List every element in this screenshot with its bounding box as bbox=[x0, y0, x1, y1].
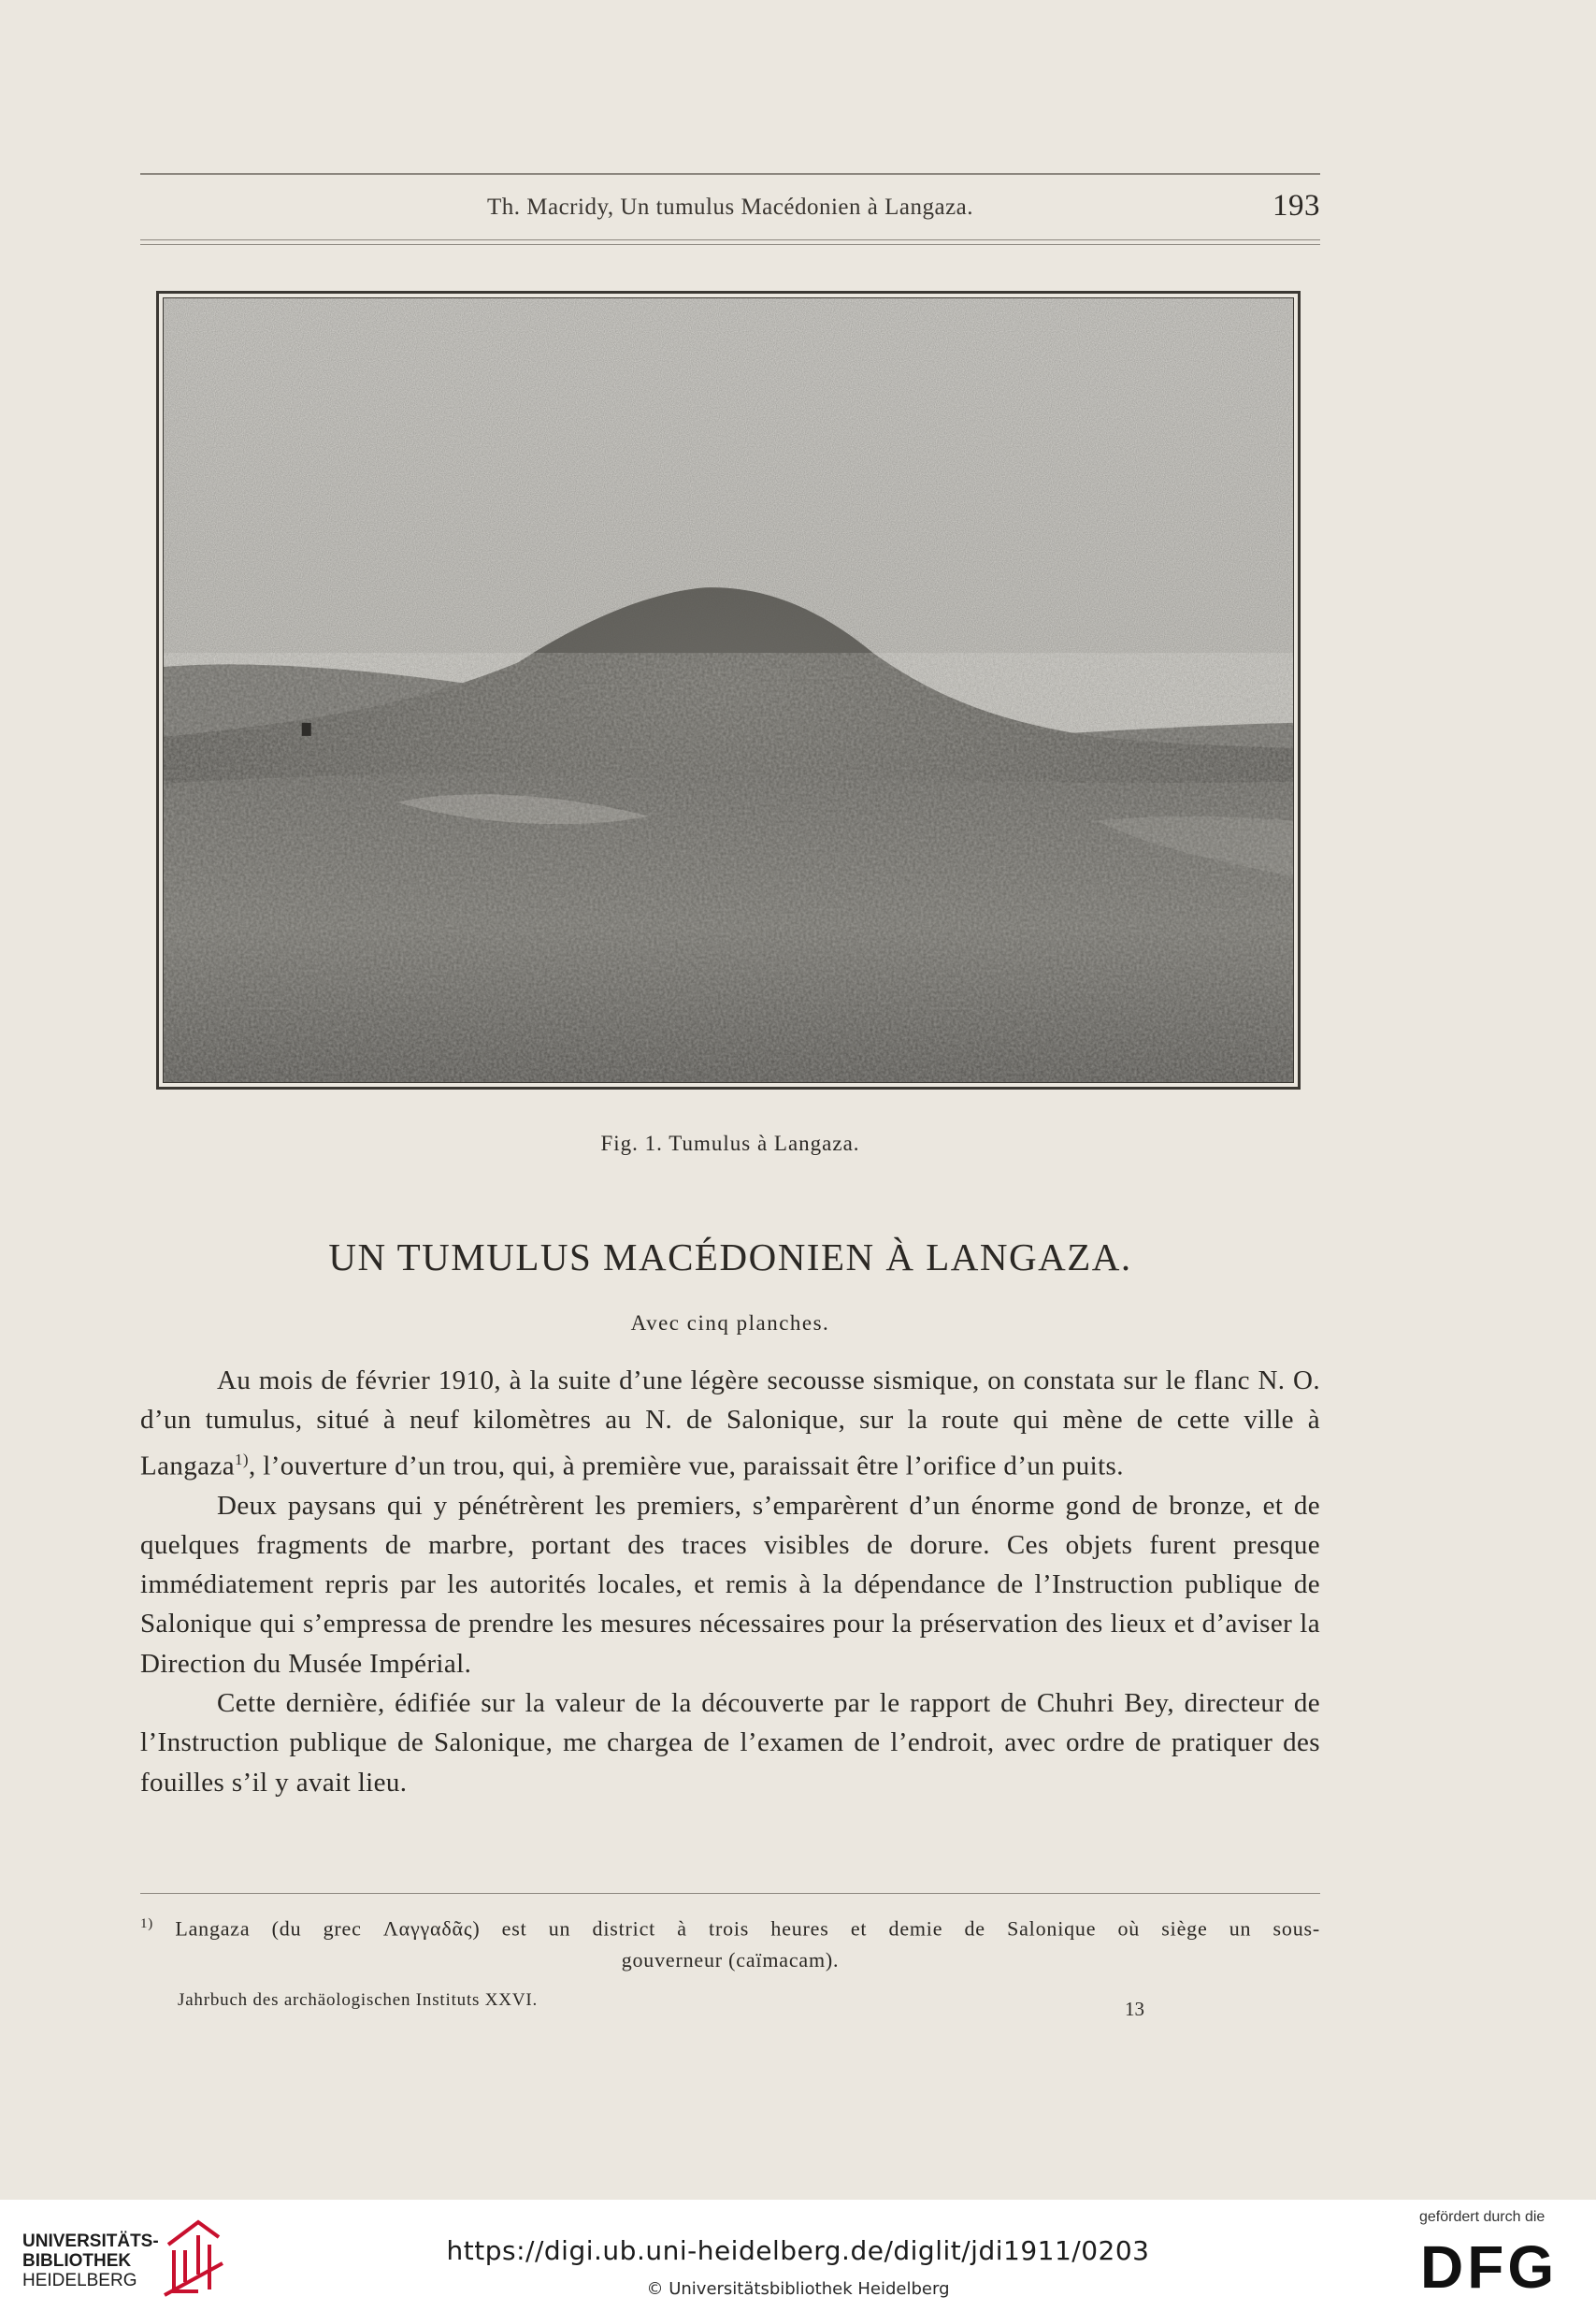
paragraph-3: Cette dernière, édifiée sur la valeur de la découverte par le rapport de Chuhri Bey, directeur de l’Instruction publique de Salonique, me chargea de l’examen de l’endroit, avec ordre de pratiquer des fouilles s’il y avait lieu. bbox=[140, 1688, 1320, 1798]
footnote-line-1 bbox=[140, 1908, 1320, 1944]
dfg-logo-text: DFG bbox=[1420, 2233, 1559, 2293]
paragraph-2: Deux paysans qui y pénétrèrent les premiers, s’emparèrent d’un énorme gond de bronze, et de quelques fragments de marbre, portant des traces visibles de dorure. Ces objets furent presque immédiatement repris par les autorités locales, et remis à la dépendance de l’Instruction publique de Salonique qui s’empressa de prendre les mesures nécessaires pour la préservation des lieux et d’aviser la Direction du Musée Impérial. bbox=[140, 1490, 1320, 1679]
footnote-rule bbox=[140, 1893, 1320, 1894]
library-name-line-1: UNIVERSITÄTS- bbox=[22, 2232, 159, 2251]
paragraph-1-text-b: , l’ouverture d’un trou, qui, à première vue, paraissait être l’orifice d’un puits. bbox=[248, 1451, 1124, 1481]
figure-caption: Fig. 1. Tumulus à Langaza. bbox=[600, 1132, 860, 1155]
header-rule-lower bbox=[140, 244, 1320, 245]
viewer-footer bbox=[0, 2200, 1596, 2311]
footnote-marker: 1) bbox=[140, 1916, 154, 1931]
library-name-line-3: HEIDELBERG bbox=[22, 2271, 137, 2290]
dfg-logo-icon bbox=[1420, 2233, 1572, 2293]
page-number: 193 bbox=[1272, 189, 1320, 223]
footnote bbox=[140, 1908, 1320, 1976]
permalink-url[interactable]: https://digi.ub.uni-heidelberg.de/diglit/jdi1911/0203 bbox=[446, 2235, 1150, 2266]
article-body bbox=[140, 1361, 1320, 1802]
journal-signature: Jahrbuch des archäologischen Instituts XXVI. bbox=[178, 1990, 539, 2010]
footnote-reference: 1) bbox=[235, 1450, 249, 1468]
header-top-rule bbox=[140, 173, 1320, 175]
paragraph-1-text-a: Au mois de février 1910, à la suite d’une légère secousse sismique, on constata sur le flanc N. O. d’un tumulus, situé à neuf kilomètres au N. de Salonique, sur la route qui mène de cette ville à Langaza bbox=[140, 1365, 1320, 1481]
library-name-line-2: BIBLIOTHEK bbox=[22, 2251, 132, 2271]
running-head bbox=[140, 187, 1320, 234]
header-rule-upper bbox=[140, 239, 1320, 240]
article-subtitle: Avec cinq planches. bbox=[630, 1311, 830, 1335]
footnote-text-1: Langaza (du grec Λαγγαδᾶς) est un district à trois heures et demie de Salonique où siège un sous- bbox=[175, 1916, 1320, 1941]
figure-photograph bbox=[156, 291, 1301, 1090]
copyright-notice: © Universitätsbibliothek Heidelberg bbox=[646, 2279, 950, 2299]
running-title: Th. Macridy, Un tumulus Macédonien à Langaza. bbox=[486, 195, 974, 220]
footnote-line-2: gouverneur (caïmacam). bbox=[621, 1948, 840, 1972]
article-title: UN TUMULUS MACÉDONIEN À LANGAZA. bbox=[328, 1235, 1132, 1278]
funding-label: gefördert durch die bbox=[1419, 2209, 1546, 2225]
tumulus-photo bbox=[164, 298, 1293, 1082]
paragraph-1 bbox=[140, 1361, 1320, 1486]
sheet-number: 13 bbox=[1125, 1998, 1144, 2020]
